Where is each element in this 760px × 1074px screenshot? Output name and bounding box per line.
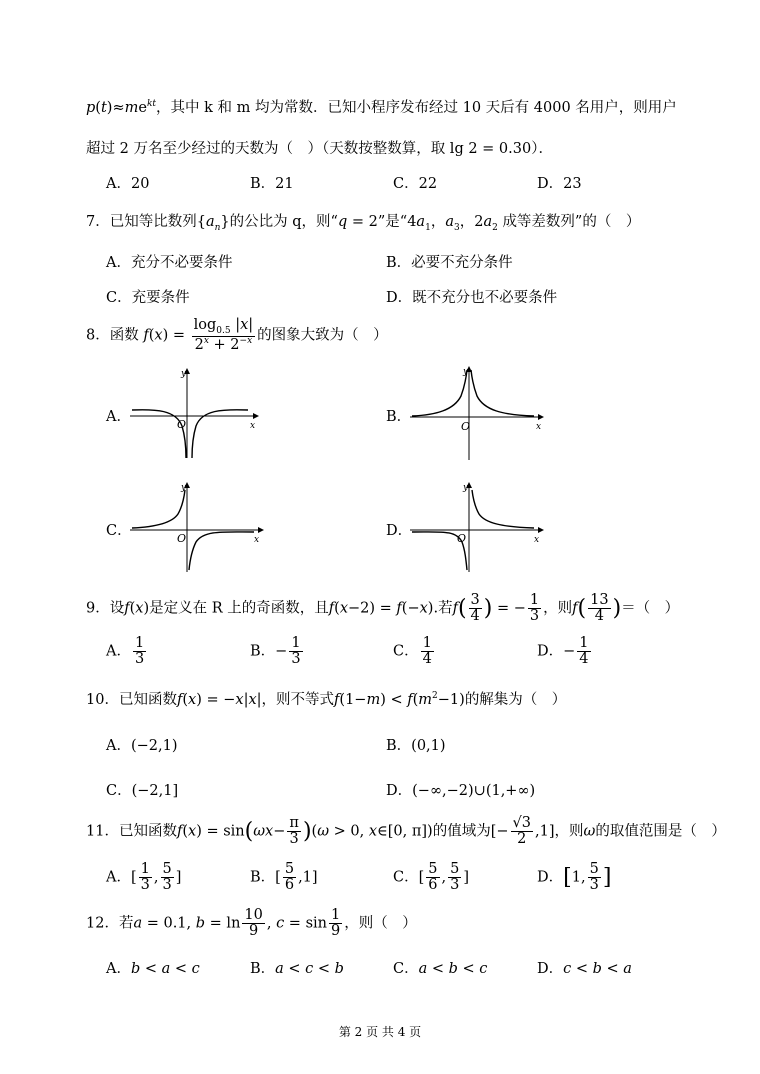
q11-option-a[interactable]: A．[ $\frac{1}{3}$ , $\frac{5}{3}$ ] xyxy=(106,861,182,894)
q6-option-d[interactable]: D．23 xyxy=(537,176,582,192)
q10-option-a-letter: A． xyxy=(106,738,131,754)
q7-stem-c: ”是“ xyxy=(377,214,408,230)
q9-stem-e: ＝（ ） xyxy=(621,600,680,617)
q12-option-a-value: b < a < c xyxy=(130,961,200,977)
q9-option-a[interactable]: A． $\frac{1}{3}$ xyxy=(106,635,145,668)
q11-stem-c: ，则 xyxy=(554,823,584,840)
q10-stem-b: ，则不等式 xyxy=(261,692,335,708)
q9-stem: 9．设f(x)是定义在 R 上的奇函数，且f(x−2) = f(−x).若f( $\frac{3}{4}$ ) = − $\frac{1}{3}$ ，则f( $\frac{13}{4}$ )＝（ ） xyxy=(86,592,680,625)
q10-option-d-letter: D． xyxy=(386,783,413,799)
q10-stem: 10．已知函数f(x) = −x|x|，则不等式$f(1-m) < f(m^2-1)$的解集为（ ） xyxy=(86,691,567,708)
graph-d-x-label: x xyxy=(534,535,540,545)
q7-stem-d: 成等差数列”的（ ） xyxy=(502,214,641,230)
q11-option-d-letter: D． xyxy=(537,869,564,886)
q8-label-b[interactable]: B． xyxy=(386,409,412,425)
graph-a-origin: O xyxy=(177,418,187,431)
q10-option-c[interactable] xyxy=(106,779,178,800)
q9-stem-d: ，则 xyxy=(543,600,573,617)
q9-frac-1-3: $\frac{1}{3}$ xyxy=(529,592,540,625)
q8-fraction: $\frac{\log_{0.5} |x|}{2^x + 2^{-x}}$ xyxy=(193,317,254,354)
graph-c-x-label: x xyxy=(254,535,260,545)
q10-stem-a: 10．已知函数 xyxy=(86,692,177,708)
q7-option-b[interactable]: B．必要不充分条件 xyxy=(386,255,513,271)
graph-c-origin: O xyxy=(177,532,187,545)
q6-line2: 超过 2 万名至少经过的天数为（ ）（天数按整数算，取 lg 2 = 0.30）． xyxy=(86,141,553,157)
graph-a-x-label: x xyxy=(250,421,256,431)
q6-option-c[interactable]: C．22 xyxy=(393,176,438,192)
q9-option-d[interactable]: D．− $\frac{1}{4}$ xyxy=(537,635,589,668)
q7-option-d[interactable]: D．既不充分也不必要条件 xyxy=(386,290,558,306)
q12-option-b-letter: B． xyxy=(250,961,276,977)
graph-b-y-label: y xyxy=(463,367,469,377)
page-footer: 第 2 页 共 4 页 xyxy=(338,1025,422,1039)
q10-option-d[interactable] xyxy=(386,779,535,800)
q7-stem: 7．已知等比数列$\{a_n\}$的公比为 q，则“q = 2”是“$4a_1$，$a_3$，$2a_2$ 成等差数列”的（ ） xyxy=(86,214,641,233)
q11-stem: 11．已知函数f(x) = sin(ωx− $\frac{\pi}{3}$ )(ω > 0, x∈[0, π])的值域为[− $\frac{√3}{2}$ ,1]，则ω的取值范围是（ ） xyxy=(86,815,726,848)
q10-stem-c: 的解集为（ ） xyxy=(464,692,567,708)
q6-text-c: ）． xyxy=(531,141,553,157)
graph-b-x-label: x xyxy=(536,422,542,432)
q12-option-c-letter: C． xyxy=(393,961,419,977)
q9-frac-3-4: $\frac{3}{4}$ xyxy=(470,592,480,625)
q6-option-a[interactable]: A．20 xyxy=(106,176,150,192)
q9-option-c[interactable]: C． $\frac{1}{4}$ xyxy=(393,635,432,668)
q12-option-b-value: a < c < b xyxy=(275,961,344,977)
q9-option-c-letter: C． xyxy=(393,643,419,660)
q7-stem-a: 7．已知等比数列 xyxy=(86,214,197,230)
graph-d-y-label: y xyxy=(463,483,469,493)
q11-option-b-letter: B． xyxy=(250,869,276,886)
q7-option-a[interactable]: A．充分不必要条件 xyxy=(106,255,233,271)
q9-stem-c: .若 xyxy=(433,600,453,617)
q11-option-c[interactable]: C．[ $\frac{5}{6}$ , $\frac{5}{3}$ ] xyxy=(393,861,470,894)
q12-option-c-value: a < b < c xyxy=(418,961,488,977)
q6-text-b: 超过 2 万名至少经过的天数为（ ）（天数按整数算，取 xyxy=(86,141,446,157)
graph-a-y-label: y xyxy=(181,369,187,379)
graph-b-origin: O xyxy=(461,420,471,433)
q8-label-d[interactable]: D． xyxy=(386,523,413,539)
q8-stem: 8．函数 f(x) = $\frac{\log_{0.5} |x|}{2^x + 2^{-x}}$ 的图象大致为（ ） xyxy=(86,317,388,354)
q8-stem-b: 的图象大致为（ ） xyxy=(257,327,388,344)
q12-option-c[interactable] xyxy=(393,957,487,978)
q9-option-b-letter: B． xyxy=(250,643,276,660)
q11-option-c-letter: C． xyxy=(393,869,419,886)
q10-option-d-value: (−∞,−2)∪(1,+∞) xyxy=(412,783,536,799)
q12-option-a-letter: A． xyxy=(106,961,131,977)
q7-stem-b: 的公比为 q，则“ xyxy=(229,214,338,230)
q10-option-b[interactable] xyxy=(386,734,446,755)
q8-label-a[interactable]: A． xyxy=(106,409,131,425)
q12-option-d-letter: D． xyxy=(537,961,564,977)
q10-option-b-letter: B． xyxy=(386,738,412,754)
q6-text-a: ，其中 k 和 m 均为常数．已知小程序发布经过 10 天后有 4000 名用户，则用户 xyxy=(156,100,677,116)
q11-stem-d: 的取值范围是（ ） xyxy=(595,823,726,840)
q11-option-b[interactable]: B．[ $\frac{5}{6}$ ,1] xyxy=(250,861,318,894)
q9-option-d-letter: D． xyxy=(537,643,564,660)
q8-graph-a xyxy=(126,366,261,461)
q6-line1: $p(t)\approx me^{kt}$，其中 k 和 m 均为常数．已知小程序发布经过 10 天后有 4000 名用户，则用户 xyxy=(86,99,677,116)
q11-stem-b: 的值域为 xyxy=(432,823,491,840)
q8-graph-c xyxy=(126,480,266,575)
q6-option-b[interactable]: B．21 xyxy=(250,176,294,192)
q8-graph-b xyxy=(406,364,546,464)
q11-option-a-letter: A． xyxy=(106,869,131,886)
q8-graph-d xyxy=(406,480,546,575)
q10-option-c-value: (−2,1] xyxy=(131,783,179,799)
q12-stem-b: ，则（ ） xyxy=(344,915,417,932)
q8-label-c[interactable]: C． xyxy=(106,523,132,539)
q10-option-b-value: (0,1) xyxy=(411,738,446,754)
q12-stem: 12．若a = 0.1, b = ln $\frac{10}{9}$ , c = sin $\frac{1}{9}$ ，则（ ） xyxy=(86,907,417,940)
q8-stem-a: 8．函数 xyxy=(86,327,139,344)
q10-option-c-letter: C． xyxy=(106,783,132,799)
q9-stem-b: 是定义在 R 上的奇函数，且 xyxy=(149,600,329,617)
graph-c-y-label: y xyxy=(181,483,187,493)
q9-stem-a: 9．设 xyxy=(86,600,125,617)
q11-option-d[interactable]: D．[1, $\frac{5}{3}$ ] xyxy=(537,861,612,894)
q10-option-a-value: (−2,1) xyxy=(130,738,178,754)
q9-frac-13-4: $\frac{13}{4}$ xyxy=(590,592,609,625)
q10-option-a[interactable] xyxy=(106,734,178,755)
q9-option-a-letter: A． xyxy=(106,643,131,660)
q12-stem-a: 12．若 xyxy=(86,915,134,932)
graph-d-origin: O xyxy=(457,532,467,545)
q11-stem-a: 11．已知函数 xyxy=(86,823,177,840)
q12-option-b[interactable] xyxy=(250,957,344,978)
q7-option-c[interactable]: C．充要条件 xyxy=(106,290,190,306)
q12-option-d[interactable] xyxy=(537,957,632,978)
q9-option-b[interactable]: B．− $\frac{1}{3}$ xyxy=(250,635,301,668)
q12-option-a[interactable] xyxy=(106,957,200,978)
q12-option-d-value: c < b < a xyxy=(563,961,632,977)
